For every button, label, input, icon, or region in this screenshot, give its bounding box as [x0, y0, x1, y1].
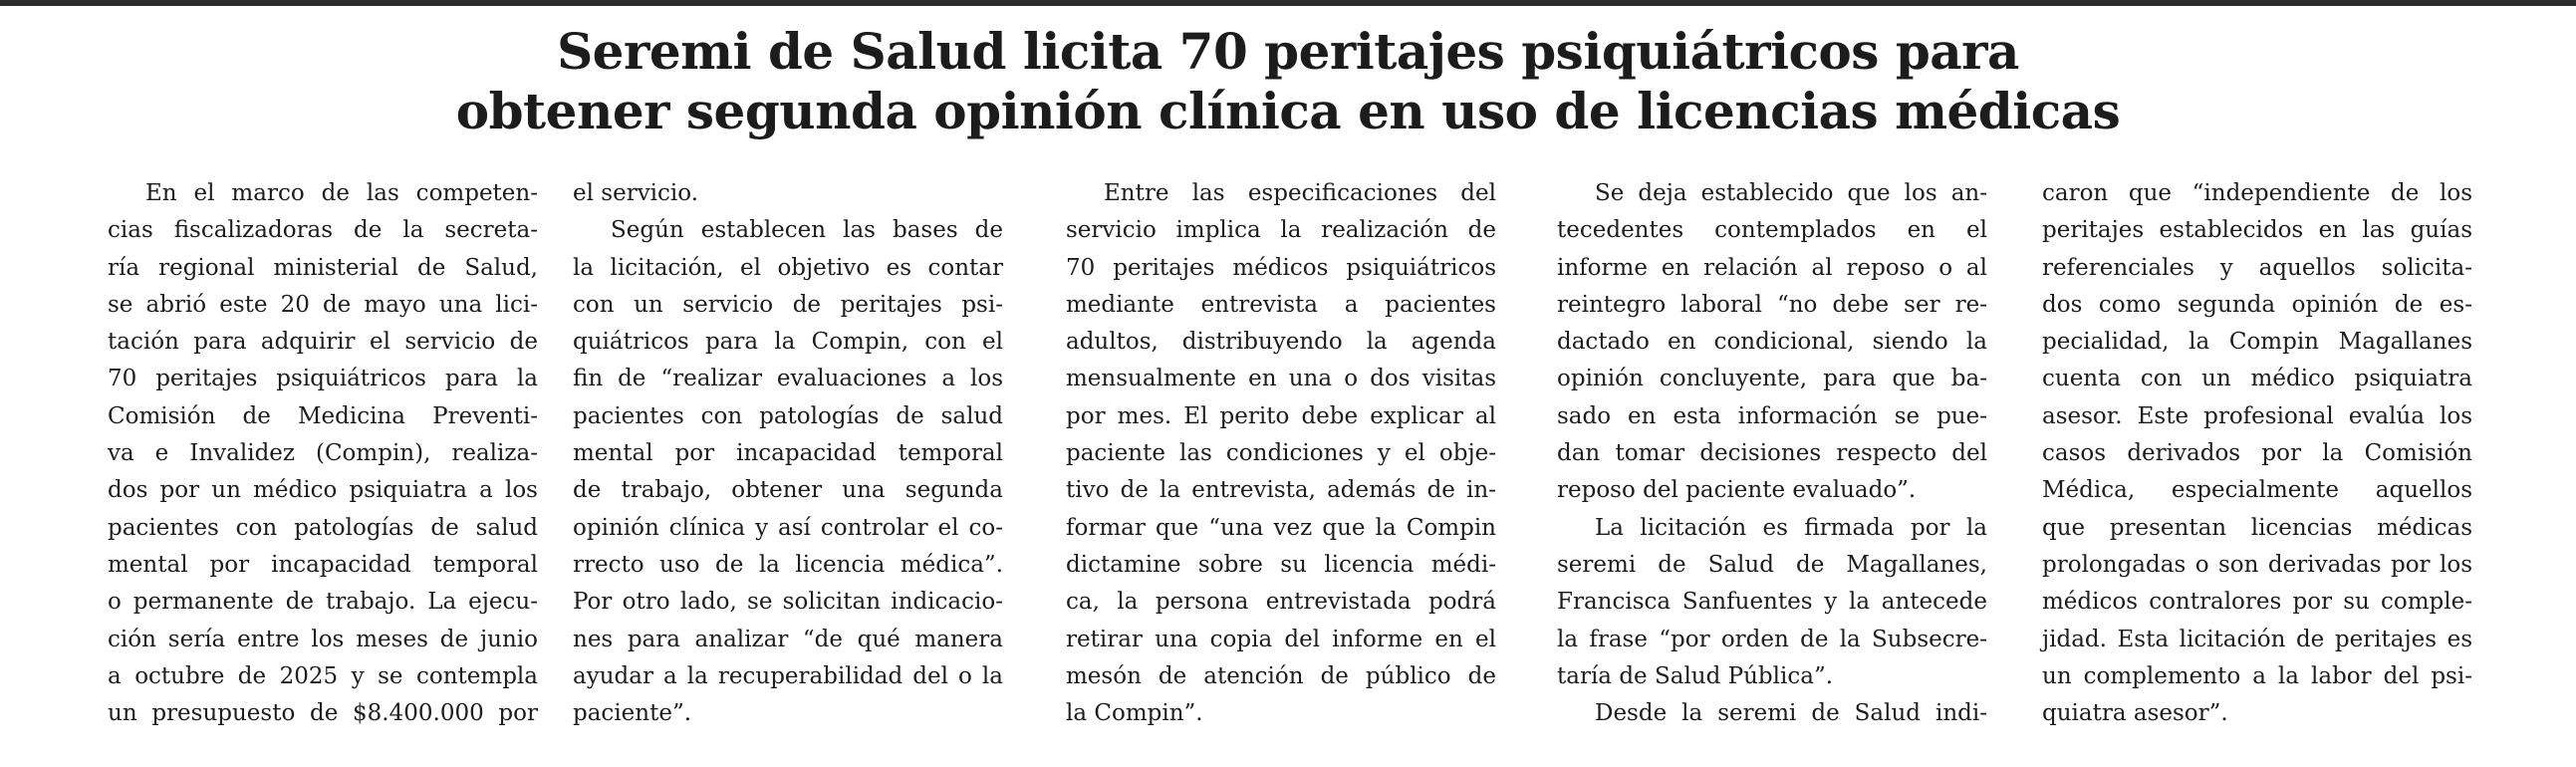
text-line: a octubre de 2025 y se contempla: [108, 662, 538, 689]
text-line: seremi de Salud de Magallanes,: [1557, 551, 1987, 578]
text-line: tación para adquirir el servicio de: [108, 329, 538, 356]
text-line: Francisca Sanfuentes y la antecede: [1557, 589, 1987, 616]
text-line: dactado en condicional, siendo la: [1557, 329, 1987, 356]
text-line: el servicio.: [573, 180, 699, 206]
text-line: tecedentes contemplados en el: [1557, 217, 1987, 244]
text-line: taría de Salud Pública”.: [1557, 662, 1834, 689]
text-line: ca, la persona entrevistada podrá: [1066, 589, 1496, 616]
article-body: [0, 175, 2576, 767]
text-line: dictamine sobre su licencia médi-: [1066, 551, 1496, 578]
text-line: ayudar a la recuperabilidad del o la: [573, 662, 1003, 689]
text-line: que presentan licencias médicas: [2042, 514, 2472, 541]
text-line: reposo del paciente evaluado”.: [1557, 477, 1917, 504]
text-line: mesón de atención de público de: [1066, 662, 1496, 689]
text-line: paciente”.: [573, 700, 692, 727]
text-line: fin de “realizar evaluaciones a los: [573, 366, 1003, 392]
text-line: Comisión de Medicina Preventi-: [108, 402, 538, 429]
text-line: informe en relación al reposo o al: [1557, 254, 1987, 281]
text-line: reintegro laboral “no debe ser re-: [1557, 291, 1987, 318]
text-line: asesor. Este profesional evalúa los: [2042, 402, 2472, 429]
text-line: Por otro lado, se solicitan indicacio-: [573, 589, 1003, 616]
text-line: servicio implica la realización de: [1066, 217, 1496, 244]
text-line: adultos, distribuyendo la agenda: [1066, 329, 1496, 356]
text-line: cias fiscalizadoras de la secreta-: [108, 217, 538, 244]
text-line: cuenta con un médico psiquiatra: [2042, 366, 2472, 392]
text-line: casos derivados por la Comisión: [2042, 440, 2472, 467]
text-line: la frase “por orden de la Subsecre-: [1557, 626, 1987, 652]
text-line: por mes. El perito debe explicar al: [1066, 402, 1496, 429]
text-line: Desde la seremi de Salud indi-: [1595, 700, 1987, 727]
body-column-3: [1066, 175, 1496, 732]
text-line: Médica, especialmente aquellos: [2042, 477, 2472, 504]
text-line: jidad. Esta licitación de peritajes es: [2042, 626, 2472, 652]
text-line: Entre las especificaciones del: [1104, 180, 1496, 206]
text-line: mental por incapacidad temporal: [108, 551, 538, 578]
body-column-1: [108, 175, 538, 732]
headline-line-2: obtener segunda opinión clínica en uso de licencias médicas: [455, 82, 2121, 140]
text-line: quiátricos para la Compin, con el: [573, 329, 1003, 356]
text-line: dos por un médico psiquiatra a los: [108, 477, 538, 504]
text-line: dan tomar decisiones respecto del: [1557, 440, 1987, 467]
text-line: un complemento a la labor del psi-: [2042, 662, 2472, 689]
text-line: de trabajo, obtener una segunda: [573, 477, 1003, 504]
text-line: o permanente de trabajo. La ejecu-: [108, 589, 538, 616]
body-column-2: [573, 175, 1003, 732]
text-line: referenciales y aquellos solicita-: [2042, 254, 2472, 281]
text-line: En el marco de las competen-: [145, 180, 538, 206]
text-line: retirar una copia del informe en el: [1066, 626, 1496, 652]
headline-line-1: Seremi de Salud licita 70 peritajes psiquiátricos para: [557, 22, 2019, 81]
text-line: caron que “independiente de los: [2042, 180, 2472, 206]
text-line: ría regional ministerial de Salud,: [108, 254, 538, 281]
text-line: rrecto uso de la licencia médica”.: [573, 551, 1003, 578]
top-rule: [0, 0, 2576, 6]
text-line: Según establecen las bases de: [611, 217, 1003, 244]
text-line: pecialidad, la Compin Magallanes: [2042, 329, 2472, 356]
text-line: la Compin”.: [1066, 700, 1203, 727]
text-line: opinión clínica y así controlar el co-: [573, 514, 1003, 541]
text-line: paciente las condiciones y el obje-: [1066, 440, 1496, 467]
text-line: pacientes con patologías de salud: [108, 514, 538, 541]
article-headline: [0, 22, 2576, 141]
text-line: se abrió este 20 de mayo una lici-: [108, 291, 538, 318]
text-line: mental por incapacidad temporal: [573, 440, 1003, 467]
text-line: formar que “una vez que la Compin: [1066, 514, 1496, 541]
text-line: Se deja establecido que los an-: [1595, 180, 1987, 206]
text-line: un presupuesto de $8.400.000 por: [108, 700, 538, 727]
text-line: tivo de la entrevista, además de in-: [1066, 477, 1496, 504]
text-line: médicos contralores por su comple-: [2042, 589, 2472, 616]
text-line: 70 peritajes psiquiátricos para la: [108, 366, 538, 392]
body-column-4: [1557, 175, 1987, 732]
text-line: peritajes establecidos en las guías: [2042, 217, 2472, 244]
body-column-5: [2042, 175, 2472, 732]
text-line: quiatra asesor”.: [2042, 700, 2228, 727]
text-line: mediante entrevista a pacientes: [1066, 291, 1496, 318]
text-line: dos como segunda opinión de es-: [2042, 291, 2472, 318]
text-line: opinión concluyente, para que ba-: [1557, 366, 1987, 392]
text-line: va e Invalidez (Compin), realiza-: [108, 440, 538, 467]
text-line: pacientes con patologías de salud: [573, 402, 1003, 429]
text-line: prolongadas o son derivadas por los: [2042, 551, 2472, 578]
text-line: con un servicio de peritajes psi-: [573, 291, 1003, 318]
text-line: ción sería entre los meses de junio: [108, 626, 538, 652]
text-line: 70 peritajes médicos psiquiátricos: [1066, 254, 1496, 281]
text-line: la licitación, el objetivo es contar: [573, 254, 1003, 281]
text-line: sado en esta información se pue-: [1557, 402, 1987, 429]
text-line: La licitación es firmada por la: [1595, 514, 1987, 541]
text-line: mensualmente en una o dos visitas: [1066, 366, 1496, 392]
text-line: nes para analizar “de qué manera: [573, 626, 1003, 652]
